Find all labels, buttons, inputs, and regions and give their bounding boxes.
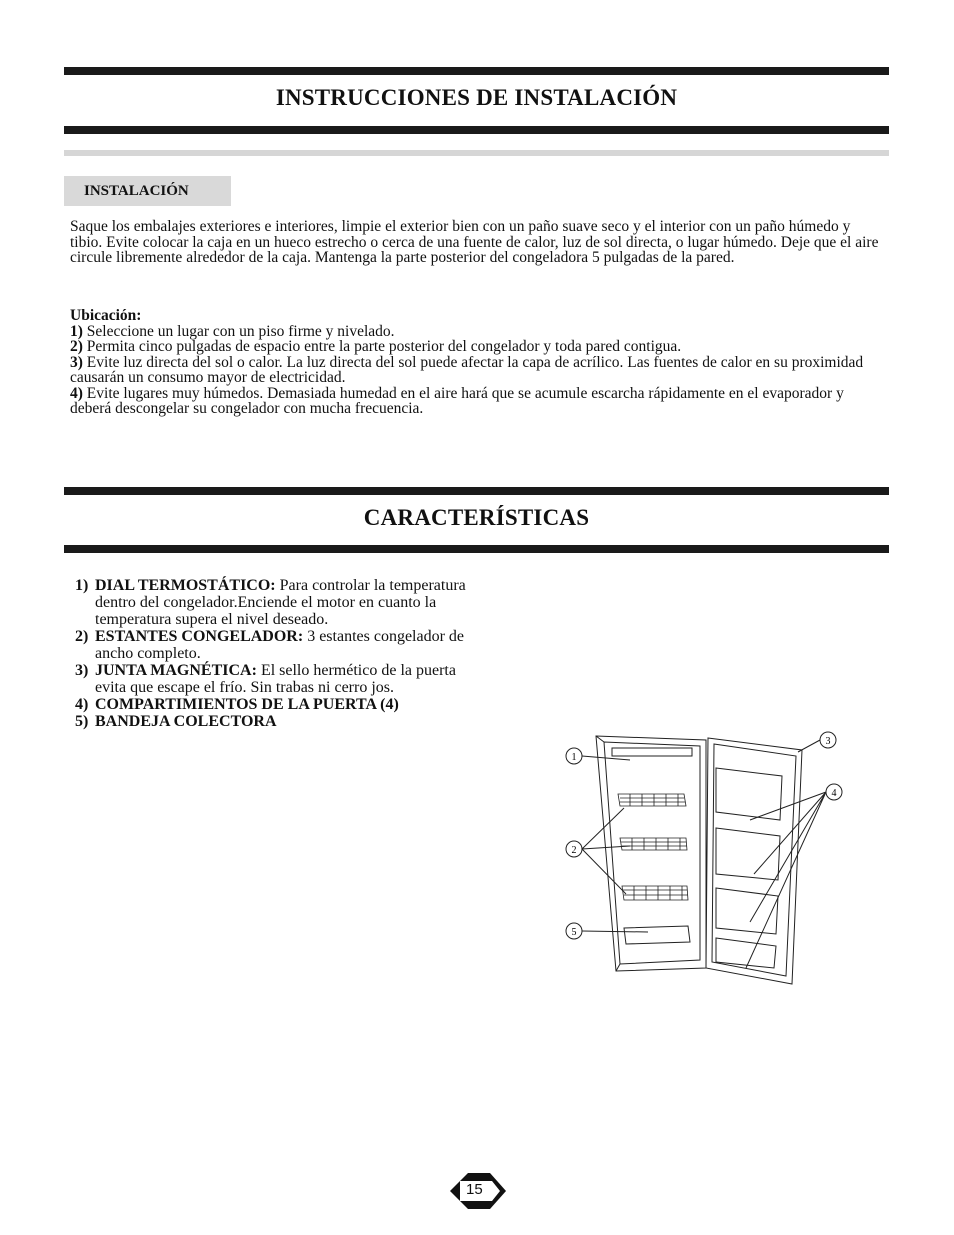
freezer-diagram (560, 728, 845, 996)
door-bin (716, 828, 780, 880)
svg-text:3: 3 (825, 736, 831, 747)
drip-tray (624, 926, 690, 944)
shelf (620, 838, 687, 850)
shelf (622, 886, 688, 900)
svg-text:2: 2 (571, 845, 577, 856)
installation-tab-label: INSTALACIÓN (84, 182, 189, 199)
feature-item: 3) JUNTA MAGNÉTICA: El sello hermético de la puerta evita que escape el frío. Sin trabas ni cerro jos. (75, 662, 456, 696)
feature-item: 4) COMPARTIMIENTOS DE LA PUERTA (4) (75, 696, 399, 713)
features-list (75, 577, 475, 730)
location-item: 2) Permita cinco pulgadas de espacio entre la parte posterior del congelador y toda pared contigua. (70, 338, 682, 355)
location-block (70, 308, 885, 417)
thermostat (612, 748, 692, 756)
location-heading: Ubicación: (70, 307, 142, 324)
installation-tab (64, 176, 231, 206)
door-bin (716, 938, 776, 968)
installation-intro-text: Saque los embalajes exteriores e interiores, limpie el exterior bien con un paño suave seco y el interior con un paño húmedo y tibio. Evite colocar la caja en un hueco estrecho o cerca de una fuente de calor, luz de sol directa, o lugar húmedo. Deje que el aire circule libremente alrededor de la caja. Mantenga la parte posterior del congeladora 5 pulgadas de la pared. (70, 218, 879, 266)
grey-divider (64, 150, 889, 156)
location-item: 3) Evite luz directa del sol o calor. La luz directa del sol puede afectar la capa de acrílico. Las fuentes de calor en su proximidad causarán un consumo mayor de electricidad. (70, 353, 864, 386)
page-number: 15 (466, 1181, 483, 1198)
shelf (618, 794, 686, 806)
feature-item: 1) DIAL TERMOSTÁTICO: Para controlar la temperatura dentro del congelador.Enciende el motor en cuanto la temperatura supera el nivel deseado. (75, 577, 466, 628)
callout-5 (566, 923, 582, 939)
svg-text:5: 5 (571, 927, 577, 938)
feature-item: 5) BANDEJA COLECTORA (75, 713, 277, 730)
features-top-rule (64, 487, 889, 495)
location-item: 4) Evite lugares muy húmedos. Demasiada humedad en el aire hará que se acumule escarcha rápidamente en el evaporador y deberá descongelar su congelador con mucha frecuencia. (70, 384, 844, 417)
location-item: 1) Seleccione un lugar con un piso firme y nivelado. (70, 322, 395, 340)
section-title-features: CARACTERÍSTICAS (363, 505, 590, 530)
features-underline-rule (64, 545, 889, 553)
top-rule (64, 67, 889, 75)
callout-1 (566, 748, 582, 764)
feature-item: 2) ESTANTES CONGELADOR: 3 estantes congelador de ancho completo. (75, 628, 465, 662)
section-title-installation: INSTRUCCIONES DE INSTALACIÓN (275, 85, 678, 110)
callout-3 (820, 732, 836, 748)
callout-2 (566, 841, 582, 857)
svg-text:4: 4 (831, 788, 837, 799)
callout-4 (826, 784, 842, 800)
title-underline-rule (64, 126, 889, 134)
svg-text:1: 1 (571, 752, 577, 763)
door-bin (716, 888, 778, 934)
